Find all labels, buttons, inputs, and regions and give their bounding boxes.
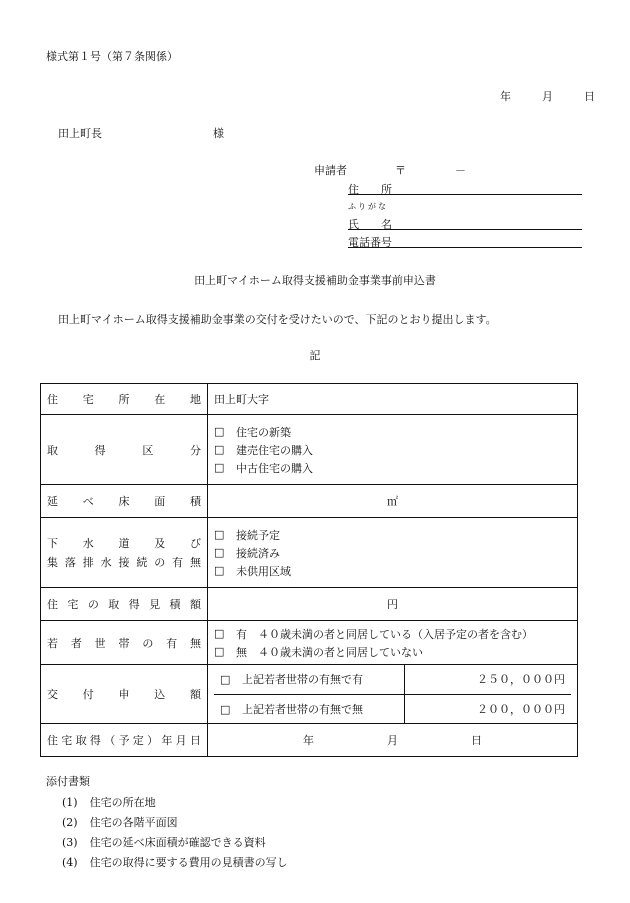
label-char: 額 xyxy=(190,688,201,701)
label-char: 額 xyxy=(189,598,201,611)
attachment-item xyxy=(62,833,288,853)
label-char: 有 xyxy=(166,636,178,650)
floor-area-label xyxy=(41,485,208,518)
sewer-label xyxy=(41,518,208,588)
label-char: 取 xyxy=(75,734,87,747)
date-day: 日 xyxy=(584,90,595,103)
label-char: 無 xyxy=(189,636,201,650)
attachment-item xyxy=(62,813,288,833)
label-char: 及 xyxy=(154,537,166,550)
estimate-value[interactable]: 円 xyxy=(208,588,578,621)
label-char: 定 xyxy=(132,734,144,747)
row-acquisition xyxy=(41,415,578,485)
label-char: 月 xyxy=(175,734,187,747)
label-char: 若 xyxy=(47,636,58,650)
label-char: 分 xyxy=(189,443,201,457)
date-year: 年 xyxy=(500,90,511,103)
sewer-options xyxy=(208,518,578,588)
label-char: 接 xyxy=(118,556,130,569)
label-char: 集 xyxy=(47,556,58,569)
attachment-text: 住宅の各階平面図 xyxy=(89,816,178,829)
checkbox-label: 未供用区域 xyxy=(236,564,291,578)
name-label: 氏 名 xyxy=(348,218,392,231)
label-char: 在 xyxy=(154,393,166,406)
floor-area-value[interactable]: ㎡ xyxy=(208,485,578,518)
document-title: 田上町マイホーム取得支援補助金事業事前申込書 xyxy=(194,274,436,287)
label-char: 得 xyxy=(94,443,106,457)
checkbox-icon[interactable]: □ xyxy=(214,528,225,541)
label-char: 帯 xyxy=(118,636,130,650)
checkbox-option[interactable] xyxy=(214,544,571,562)
label-char: 有 xyxy=(172,556,184,569)
young-options xyxy=(208,621,578,665)
label-char: 住 xyxy=(47,393,58,406)
label-char: 下 xyxy=(47,537,58,550)
request-option-no[interactable]: □ 上記若者世帯の有無で無 xyxy=(214,694,405,723)
checkbox-option[interactable] xyxy=(214,526,571,544)
row-young xyxy=(41,621,578,665)
checkbox-icon[interactable]: □ xyxy=(214,443,225,456)
label-char: 付 xyxy=(82,688,94,701)
request-amount-no: ２００，０００円 xyxy=(405,694,572,723)
checkbox-option[interactable] xyxy=(214,441,571,459)
young-label xyxy=(41,621,208,665)
checkbox-icon[interactable]: □ xyxy=(214,645,225,658)
applicant-label: 申請者 xyxy=(314,164,347,177)
checkbox-icon[interactable]: □ xyxy=(214,546,225,559)
request-label xyxy=(41,665,208,724)
row-sewer xyxy=(41,518,578,588)
name-field[interactable] xyxy=(348,216,582,230)
attachment-text: 住宅の所在地 xyxy=(89,796,156,809)
label-char: べ xyxy=(82,495,94,508)
checkbox-option[interactable] xyxy=(214,459,571,477)
estimate-label xyxy=(41,588,208,621)
checkbox-icon[interactable]: □ xyxy=(214,461,225,474)
row-date xyxy=(41,724,578,757)
label-char: 宅 xyxy=(82,393,94,406)
checkbox-option[interactable] xyxy=(214,562,571,580)
checkbox-label: 接続予定 xyxy=(236,528,280,542)
checkbox-option[interactable] xyxy=(214,423,571,441)
label-char: 地 xyxy=(190,393,201,406)
label-char: 排 xyxy=(82,556,94,569)
attachment-item xyxy=(62,793,288,813)
date-month: 月 xyxy=(542,90,553,103)
label-char: 交 xyxy=(47,688,58,701)
ki-heading: 記 xyxy=(309,349,321,362)
addressee-name: 田上町長 xyxy=(58,127,102,140)
checkbox-label: 接続済み xyxy=(236,546,280,560)
furigana-label: ふりがな xyxy=(348,202,388,211)
addressee-honorific: 様 xyxy=(213,127,224,140)
label-char: び xyxy=(190,537,201,550)
row-estimate xyxy=(41,588,578,621)
addressee xyxy=(58,125,224,141)
attachment-number: (2) xyxy=(62,816,78,829)
checkbox-icon[interactable]: □ xyxy=(214,564,225,577)
checkbox-label: 建売住宅の購入 xyxy=(236,443,313,457)
label-char: 住 xyxy=(47,734,58,747)
label-char: 取 xyxy=(47,443,58,457)
request-amount-yes: ２５０，０００円 xyxy=(405,665,572,694)
label-char: 住 xyxy=(47,598,58,611)
checkbox-option[interactable] xyxy=(214,643,571,661)
intro-text: 田上町マイホーム取得支援補助金事業の交付を受けたいので、下記のとおり提出します。 xyxy=(58,313,497,326)
application-table xyxy=(40,383,578,757)
label-char: の xyxy=(87,598,99,611)
checkbox-label: 有 ４０歳未満の者と同居している（入居予定の者を含む） xyxy=(236,627,533,641)
attachment-item xyxy=(62,853,288,873)
attachment-number: (3) xyxy=(62,836,78,849)
label-char: 年 xyxy=(161,734,173,747)
label-char: 延 xyxy=(47,495,58,508)
checkbox-label: 中古住宅の購入 xyxy=(236,461,313,475)
label-char: 者 xyxy=(70,636,82,650)
label-char: 水 xyxy=(100,556,112,569)
label-char: （ xyxy=(104,734,116,747)
attachments-title: 添付書類 xyxy=(46,775,90,788)
label-char: の xyxy=(154,556,166,569)
label-char: 面 xyxy=(154,495,166,508)
form-number: 様式第１号（第７条関係） xyxy=(46,50,178,63)
label-char: 続 xyxy=(136,556,148,569)
request-options xyxy=(208,665,578,724)
label-char: 込 xyxy=(154,688,166,701)
address-field[interactable] xyxy=(348,181,582,195)
label-char: の xyxy=(142,636,154,650)
label-char: 区 xyxy=(142,443,154,457)
label-char: 積 xyxy=(169,598,181,611)
acquisition-label xyxy=(41,415,208,485)
label-char: 道 xyxy=(118,537,130,550)
label-char: 無 xyxy=(190,556,201,569)
label-char: 申 xyxy=(118,688,130,701)
row-request xyxy=(41,665,578,724)
label-char: 得 xyxy=(128,598,140,611)
attachment-number: (1) xyxy=(62,796,78,809)
attachment-text: 住宅の取得に要する費用の見積書の写し xyxy=(89,856,288,869)
date-value[interactable]: 年 月 日 xyxy=(208,724,578,757)
attachments-list xyxy=(62,793,288,873)
checkbox-icon[interactable]: □ xyxy=(214,425,225,438)
label-char: 所 xyxy=(118,393,130,406)
attachment-number: (4) xyxy=(62,856,78,869)
checkbox-icon[interactable]: □ xyxy=(214,627,225,640)
request-option-yes[interactable]: □ 上記若者世帯の有無で有 xyxy=(214,665,405,694)
row-location xyxy=(41,384,578,415)
address-label: 住 所 xyxy=(348,183,392,196)
acquisition-options xyxy=(208,415,578,485)
label-char: 宅 xyxy=(61,734,73,747)
checkbox-label: 住宅の新築 xyxy=(236,425,291,439)
attachment-text: 住宅の延べ床面積が確認できる資料 xyxy=(89,836,266,849)
label-char: 取 xyxy=(108,598,120,611)
label-char: 宅 xyxy=(67,598,79,611)
label-char: 世 xyxy=(94,636,106,650)
label-char: 床 xyxy=(118,495,130,508)
location-label xyxy=(41,384,208,415)
label-char: 水 xyxy=(82,537,94,550)
label-char: 日 xyxy=(189,734,201,747)
row-floor-area xyxy=(41,485,578,518)
label-char: 積 xyxy=(190,495,201,508)
postal-mark: 〒 xyxy=(395,164,406,177)
label-char: 落 xyxy=(64,556,76,569)
label-char: 見 xyxy=(149,598,161,611)
checkbox-label: 無 ４０歳未満の者と同居していない xyxy=(236,645,423,659)
location-value[interactable]: 田上町大字 xyxy=(208,384,578,415)
postal-dash: － xyxy=(455,164,466,177)
date-label xyxy=(41,724,208,757)
checkbox-option[interactable] xyxy=(214,625,571,643)
phone-field[interactable] xyxy=(348,234,582,248)
date-line xyxy=(500,88,595,104)
label-char: ） xyxy=(147,734,159,747)
label-char: 予 xyxy=(118,734,130,747)
phone-label: 電話番号 xyxy=(348,236,392,249)
label-char: 得 xyxy=(89,734,101,747)
